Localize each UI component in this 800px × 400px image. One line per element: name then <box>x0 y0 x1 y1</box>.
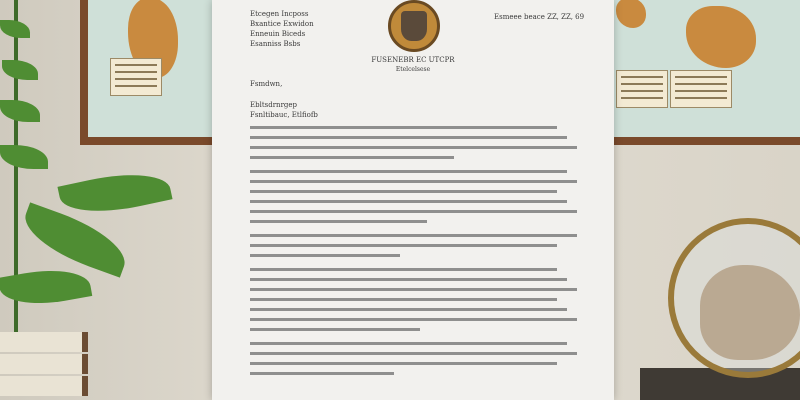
map-legend <box>616 70 668 108</box>
text-line <box>250 342 567 345</box>
text-line <box>250 318 577 321</box>
text-line <box>250 278 567 281</box>
sender-line: Enneuin Biceds <box>250 30 306 38</box>
letter-date: Esmeee beace ZZ, ZZ, 69 <box>494 13 585 21</box>
map-legend <box>110 58 162 96</box>
map-frame-right <box>600 0 800 145</box>
text-line <box>250 244 557 247</box>
recipient-block <box>250 100 318 120</box>
body-paragraph <box>250 342 584 375</box>
text-line <box>250 200 567 203</box>
letter-paper <box>212 0 614 400</box>
text-line <box>250 308 567 311</box>
body-paragraph <box>250 126 584 159</box>
sender-address <box>250 9 314 49</box>
organization-name: FUSENEBR EC UTCPR <box>371 56 455 64</box>
text-line <box>250 146 577 149</box>
text-line <box>250 268 557 271</box>
body-paragraph <box>250 268 584 331</box>
text-line <box>250 254 400 257</box>
recipient-line: Fsnltibauc, Etlfiofb <box>250 111 318 119</box>
text-line <box>250 372 394 375</box>
text-line <box>250 190 557 193</box>
text-line <box>250 352 577 355</box>
sender-line: Esanniss Bsbs <box>250 40 301 48</box>
text-line <box>250 288 577 291</box>
text-line <box>250 156 454 159</box>
text-line <box>250 170 567 173</box>
text-line <box>250 180 577 183</box>
text-line <box>250 298 557 301</box>
text-line <box>250 210 577 213</box>
body-paragraph <box>250 170 584 223</box>
book-stack <box>0 332 88 400</box>
text-line <box>250 234 577 237</box>
text-line <box>250 220 427 223</box>
text-line <box>250 328 420 331</box>
map-legend <box>670 70 732 108</box>
sender-line: Bxantice Exwidon <box>250 20 314 28</box>
recipient-line: Ebltsdrnrgep <box>250 101 298 109</box>
text-line <box>250 126 557 129</box>
organization-subtitle: Etelcelsese <box>395 66 431 73</box>
sender-line: Etcegen Incposs <box>250 10 309 18</box>
seal-emblem-icon <box>388 0 440 52</box>
letter-body <box>250 126 584 386</box>
map-frame-left <box>80 0 230 145</box>
text-line <box>250 136 567 139</box>
text-line <box>250 362 557 365</box>
salutation: Fsmdwn, <box>250 80 283 88</box>
body-paragraph <box>250 234 584 257</box>
